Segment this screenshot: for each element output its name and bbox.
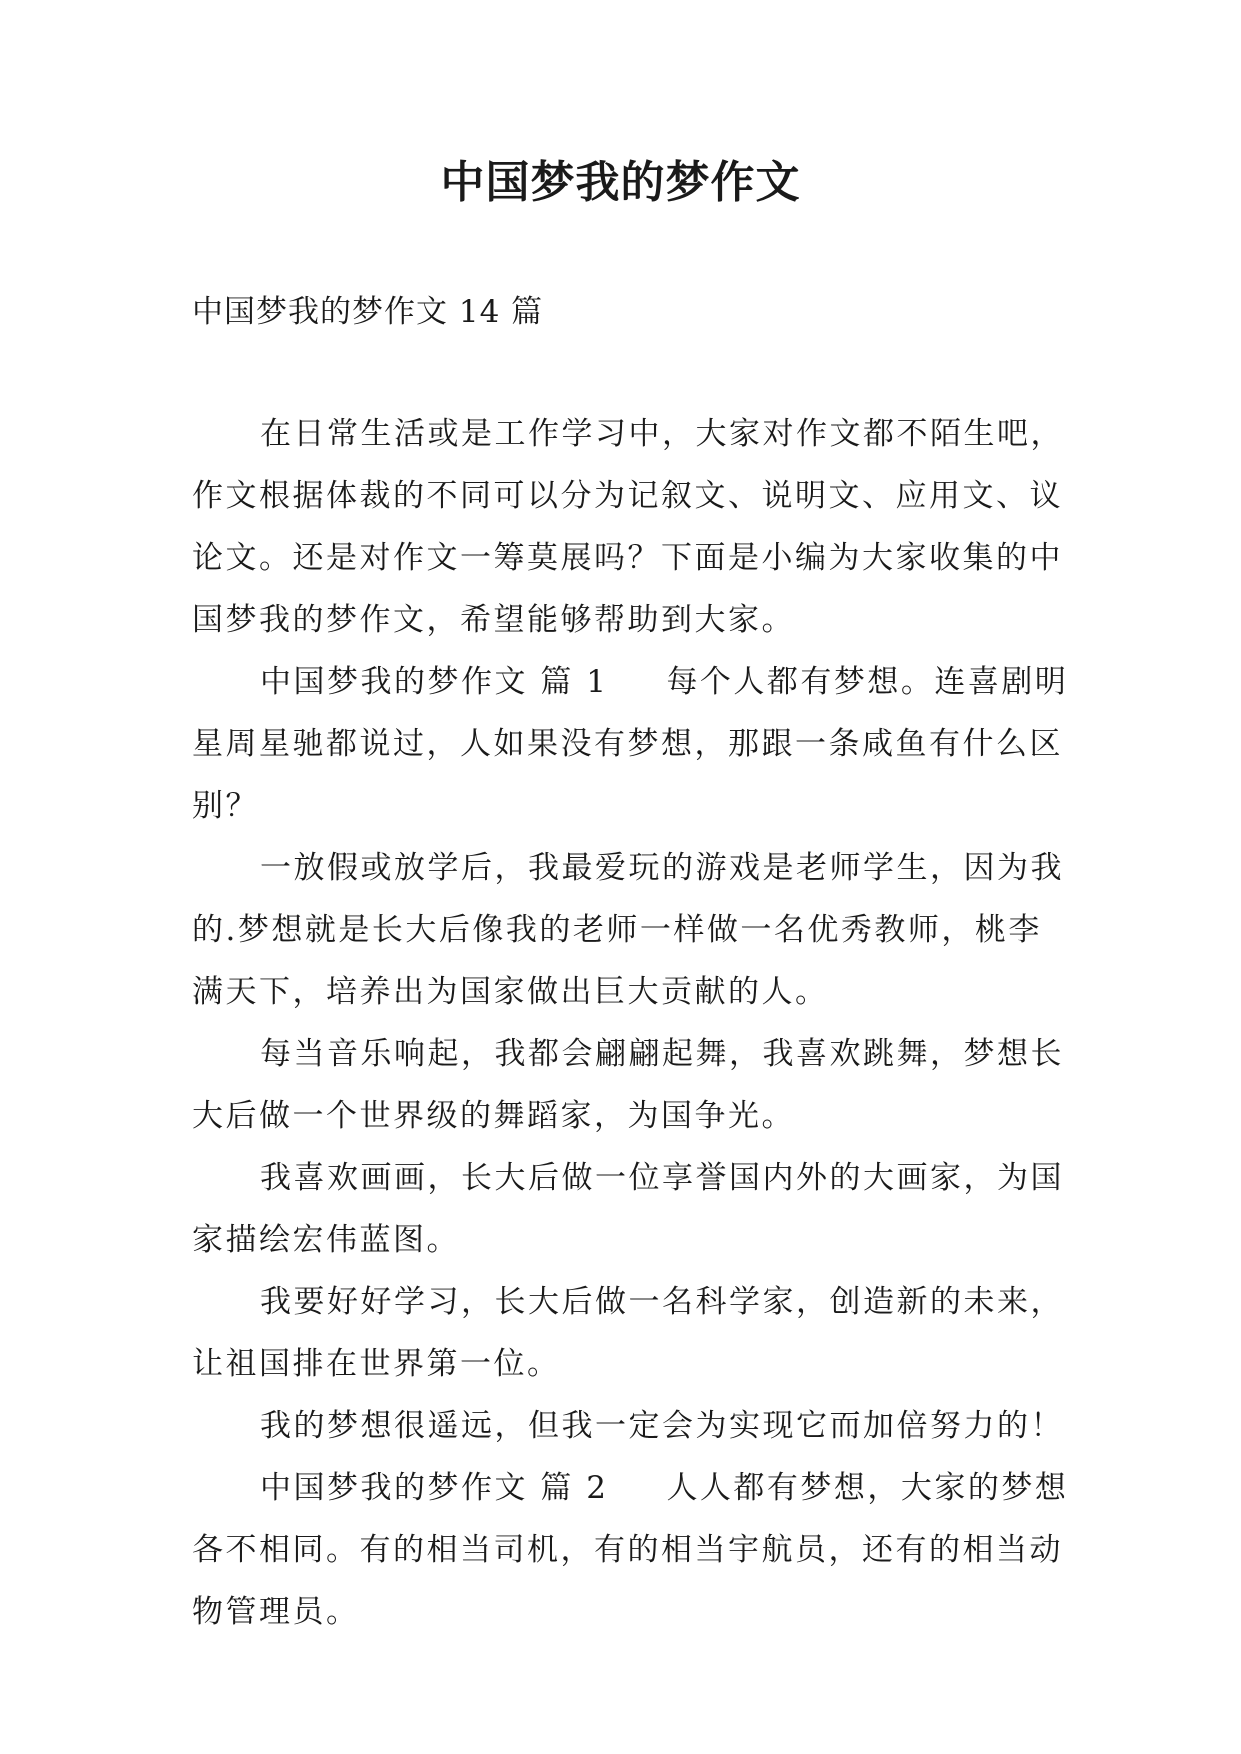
body-paragraph [192, 1023, 1072, 1147]
document-title: 中国梦我的梦作文 [440, 157, 801, 208]
section-heading: 中国梦我的梦作文 篇 2 [260, 1470, 609, 1506]
paragraph-text: 人人都有梦想，大家的梦想各不相同。有的相当司机，有的相当宇航员，还有的相当动物管理员。 [192, 1470, 1069, 1630]
paragraph-text: 每个人都有梦想。连喜剧明星周星驰都说过，人如果没有梦想，那跟一条咸鱼有什么区别？ [192, 664, 1069, 824]
body-paragraph [192, 1271, 1072, 1395]
body-paragraph [192, 1147, 1072, 1271]
section-heading: 中国梦我的梦作文 篇 1 [260, 664, 609, 700]
document-body [192, 403, 1072, 1643]
section-1-paragraph [192, 651, 1072, 837]
intro-paragraph [192, 403, 1072, 651]
paragraph-text: 我要好好学习，长大后做一名科学家，创造新的未来，让祖国排在世界第一位。 [192, 1284, 1064, 1382]
body-paragraph [192, 837, 1072, 1023]
paragraph-text: 一放假或放学后，我最爱玩的游戏是老师学生，因为我的.梦想就是长大后像我的老师一样做一名优秀教师，桃李满天下，培养出为国家做出巨大贡献的人。 [192, 850, 1064, 1010]
section-2-paragraph [192, 1457, 1072, 1643]
paragraph-text: 我喜欢画画，长大后做一位享誉国内外的大画家，为国家描绘宏伟蓝图。 [192, 1160, 1064, 1258]
paragraph-text: 每当音乐响起，我都会翩翩起舞，我喜欢跳舞，梦想长大后做一个世界级的舞蹈家，为国争光。 [192, 1036, 1064, 1134]
paragraph-text: 我的梦想很遥远，但我一定会为实现它而加倍努力的！ [260, 1408, 1064, 1444]
document-subtitle: 中国梦我的梦作文 14 篇 [192, 294, 544, 330]
body-paragraph [192, 1395, 1072, 1457]
paragraph-text: 在日常生活或是工作学习中，大家对作文都不陌生吧，作文根据体裁的不同可以分为记叙文、说明文、应用文、议论文。还是对作文一筹莫展吗？下面是小编为大家收集的中国梦我的梦作文，希望能够帮助到大家。 [192, 416, 1064, 638]
